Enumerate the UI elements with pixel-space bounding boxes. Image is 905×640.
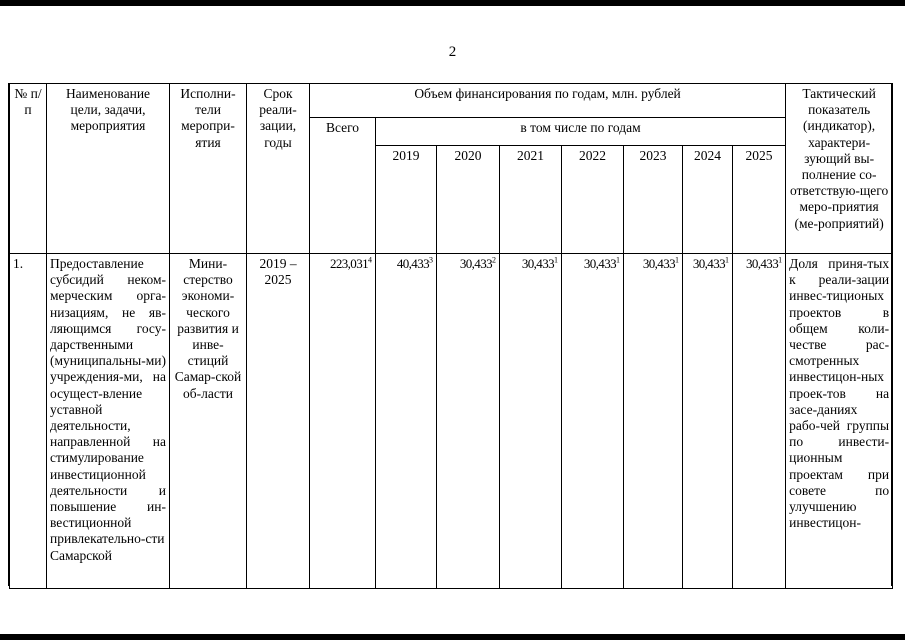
page-number: 2 (448, 44, 457, 60)
footnote-2022: 1 (616, 255, 620, 265)
row-term: 2019 – 2025 (247, 254, 310, 589)
value-2023: 30,433 (642, 256, 675, 271)
value-2020: 30,433 (459, 256, 492, 271)
header-indicator: Тактический показатель (индикатор), характери-зующий вы-полнение со-ответствую-щего меро-приятия (ме-роприятий) (786, 84, 893, 254)
header-year-2022: 2022 (562, 146, 624, 254)
header-term: Срок реали-зации, годы (247, 84, 310, 254)
row-2023 (624, 254, 683, 589)
value-2025: 30,433 (745, 256, 779, 271)
value-2024: 30,433 (692, 256, 725, 271)
header-year-2020: 2020 (437, 146, 500, 254)
row-2024 (683, 254, 733, 589)
header-num: № п/п (10, 84, 47, 254)
financing-table (9, 83, 893, 589)
footnote-2024: 1 (725, 255, 729, 265)
bottom-border-bar (0, 634, 905, 640)
total-value: 223,031 (329, 256, 368, 271)
header-total: Всего (310, 118, 376, 254)
footnote-2023: 1 (675, 255, 679, 265)
header-year-2019: 2019 (376, 146, 437, 254)
header-financing: Объем финансирования по годам, млн. рублей (310, 84, 786, 118)
header-name: Наименование цели, задачи, мероприятия (47, 84, 170, 254)
footnote-2020: 2 (492, 255, 496, 265)
row-name: Предоставление субсидий неком-мерческим орга-низациям, не яв-ляющимся госу-дарственными (муниципальны-ми) учреждения-ми, на осущест-вление уставной деятельности, направленной на стимулирование инвестиционной деятельности и повышение ин-вестиционной привлекательно-сти Самарской (47, 254, 170, 589)
value-2021: 30,433 (521, 256, 554, 271)
value-2022: 30,433 (583, 256, 616, 271)
value-2019: 40,433 (396, 256, 429, 271)
total-footnote: 4 (368, 255, 372, 265)
footnote-2019: 3 (429, 255, 433, 265)
row-2019 (376, 254, 437, 589)
header-year-2024: 2024 (683, 146, 733, 254)
header-year-2025: 2025 (733, 146, 786, 254)
row-2020 (437, 254, 500, 589)
header-year-2021: 2021 (500, 146, 562, 254)
row-2022 (562, 254, 624, 589)
footnote-2021: 1 (554, 255, 558, 265)
header-year-2023: 2023 (624, 146, 683, 254)
top-border-bar (0, 0, 905, 6)
row-total (310, 254, 376, 589)
header-by-years: в том числе по годам (376, 118, 786, 146)
row-indicator: Доля приня-тых к реали-зации инвес-тиционых проектов в общем коли-честве рас-смотренных инвестицон-ных проек-тов на засе-даниях рабо-чей группы по инвести-ционным проектам при совете по улучшению инвестицон- (786, 254, 893, 589)
footnote-2025: 1 (778, 255, 783, 265)
row-2021 (500, 254, 562, 589)
row-num: 1. (10, 254, 47, 589)
table-row (10, 254, 893, 589)
row-executor: Мини-стерство экономи-ческого развития и инве-стиций Самар-ской об-ласти (170, 254, 247, 589)
header-executors: Исполни-тели меропри-ятия (170, 84, 247, 254)
row-2025 (733, 254, 786, 589)
